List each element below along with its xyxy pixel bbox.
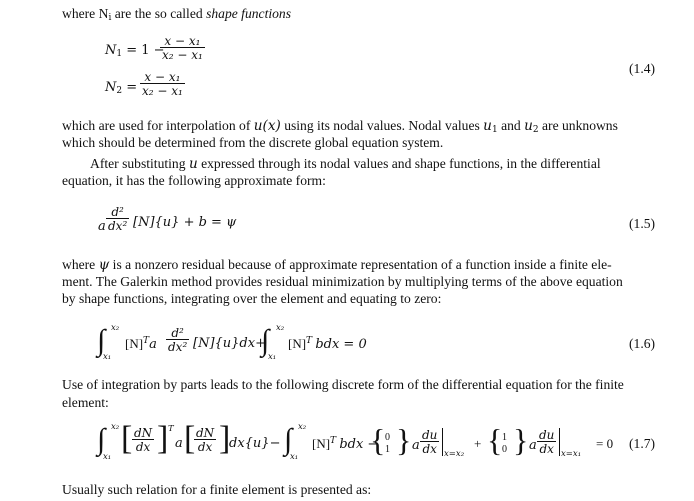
vector-column: 1 0	[502, 432, 507, 455]
paragraph-line: Usually such relation for a finite element is presented as:	[62, 482, 372, 497]
paragraph-line: which should be determined from the discrete global equation system.	[62, 135, 444, 150]
intro-line: where $N_i$ are the so called shape functions	[62, 6, 292, 23]
integral-sign: ∫	[261, 324, 270, 357]
paragraph-line: ment. The Galerkin method provides residual minimization by multiplying terms of the above equation	[62, 274, 623, 289]
equation-number: (1.4)	[629, 61, 656, 76]
integral-sign: ∫	[97, 423, 106, 456]
equation-number: (1.5)	[629, 216, 656, 231]
shape-fn-1-fraction: $\frac{\text{x − x₁}}{\text{x₂ − x₁}}$	[162, 34, 203, 62]
integral-sign: ∫	[97, 324, 106, 357]
paragraph-line: equation, it has the following approximate form:	[62, 173, 326, 188]
shape-fn-2-fraction: $\frac{\text{x − x₁}}{\text{x₂ − x₁}}$	[142, 70, 183, 98]
vector-column: 0 1	[385, 432, 390, 455]
paragraph-line: After substituting u expressed through its nodal values and shape functions, in the differential	[90, 156, 601, 172]
paragraph-line: where ψ is a nonzero residual because of approximate representation of a function inside a finite ele-	[62, 257, 612, 273]
equation-number: (1.7)	[629, 436, 656, 451]
paragraph-line: element:	[62, 395, 109, 410]
equation-number: (1.6)	[629, 336, 656, 351]
paragraph-line: which are used for interpolation of u(x) using its nodal values. Nodal values $u_1$ and $u_2$ are unknowns	[62, 118, 618, 135]
paragraph-line: by shape functions, integrating over the element and equating to zero:	[62, 291, 442, 306]
integral-sign: ∫	[284, 423, 293, 456]
paragraph-line: Use of integration by parts leads to the following discrete form of the differential equation for the finite	[62, 377, 624, 392]
